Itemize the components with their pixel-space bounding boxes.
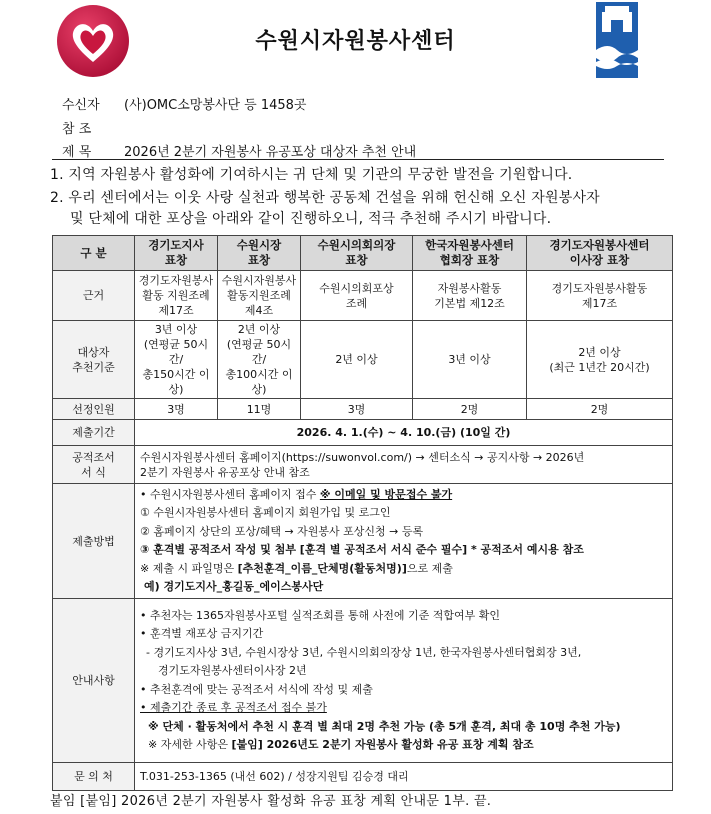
header-category: 구 분 bbox=[53, 236, 135, 271]
form-label: 공적조서 서 식 bbox=[53, 446, 135, 484]
basis-label: 근거 bbox=[53, 271, 135, 321]
method-line-5: ※ 제출 시 파일명은 [추천훈격_이름_단체명(활동처명)]으로 제출 bbox=[140, 561, 453, 575]
notice-label: 안내사항 bbox=[53, 599, 135, 763]
notice-line-1: • 추천자는 1365자원봉사포털 실적조회를 통해 사전에 기준 적합여부 확인 bbox=[140, 608, 500, 622]
header-divider bbox=[52, 159, 664, 160]
criteria-council: 2년 이상 bbox=[301, 321, 413, 399]
form-line-1: 수원시자원봉사센터 홈페이지(https://suwonvol.com/) → 센터소식 → 공지사항 → 2026년 bbox=[140, 450, 585, 464]
table-row-contact bbox=[53, 763, 673, 791]
method-line-3: ② 홈페이지 상단의 포상/혜택 → 자원봉사 포상신청 → 등록 bbox=[140, 524, 424, 538]
notice-line-5: • 추천훈격에 맞는 공적조서 서식에 작성 및 제출 bbox=[140, 682, 373, 696]
method-value bbox=[135, 484, 673, 599]
suwon-city-emblem bbox=[596, 2, 638, 78]
criteria-label: 대상자 추천기준 bbox=[53, 321, 135, 399]
notice-line-6: • 제출기간 종료 후 공적조서 접수 불가 bbox=[140, 701, 327, 714]
notice-line-4: 경기도자원봉사센터이사장 2년 bbox=[158, 664, 307, 677]
contact-label: 문 의 처 bbox=[53, 763, 135, 791]
table-row-count bbox=[53, 399, 673, 420]
table-row-criteria bbox=[53, 321, 673, 399]
criteria-korea-association: 3년 이상 bbox=[413, 321, 527, 399]
basis-gyeonggi-center: 경기도자원봉사활동 제17조 bbox=[527, 271, 673, 321]
method-line-1: • 수원시자원봉사센터 홈페이지 접수 ※ 이메일 및 방문접수 불가 bbox=[140, 487, 453, 501]
table-row-basis bbox=[53, 271, 673, 321]
paragraph-2-line-1: 2. 우리 센터에서는 이웃 사랑 실천과 행복한 공동체 건설을 위해 헌신해 오신 자원봉사자 bbox=[50, 190, 600, 206]
method-line-2: ① 수원시자원봉사센터 홈페이지 회원가입 및 로그인 bbox=[140, 506, 391, 519]
period-label: 제출기간 bbox=[53, 420, 135, 446]
recipient-line bbox=[62, 94, 306, 113]
count-label: 선정인원 bbox=[53, 399, 135, 420]
criteria-governor: 3년 이상 (연평균 50시간/ 총150시간 이상) bbox=[135, 321, 218, 399]
paragraph-1: 1. 지역 자원봉사 활성화에 기여하시는 귀 단체 및 기관의 무궁한 발전을 기원합니다. bbox=[50, 167, 573, 183]
recipient-value: (사)OMC소망봉사단 등 1458곳 bbox=[124, 98, 307, 113]
paragraph-2-line-2: 및 단체에 대한 포상을 아래와 같이 진행하오니, 적극 추천해 주시기 바랍니다. bbox=[70, 211, 552, 227]
award-table bbox=[52, 235, 673, 791]
notice-value bbox=[135, 599, 673, 763]
subject-value: 2026년 2분기 자원봉사 유공포상 대상자 추천 안내 bbox=[124, 145, 417, 160]
subject-line bbox=[62, 141, 416, 160]
table-header-row bbox=[53, 236, 673, 271]
form-value bbox=[135, 446, 673, 484]
table-row-period bbox=[53, 420, 673, 446]
notice-line-7: ※ 단체 · 활동처에서 추천 시 훈격 별 최대 2명 추천 가능 (총 5개 훈격, 최대 총 10명 추천 가능) bbox=[148, 719, 621, 733]
subject-label: 제 목 bbox=[62, 145, 92, 160]
notice-line-3: - 경기도지사상 3년, 수원시장상 3년, 수원시의회의장상 1년, 한국자원봉사센터협회장 3년, bbox=[146, 645, 582, 659]
header-governor: 경기도지사 표창 bbox=[135, 236, 218, 271]
basis-korea-association: 자원봉사활동 기본법 제12조 bbox=[413, 271, 527, 321]
header-mayor: 수원시장 표창 bbox=[218, 236, 301, 271]
notice-line-8: ※ 자세한 사항은 [붙임] 2026년도 2분기 자원봉사 활성화 유공 표창 계획 참조 bbox=[148, 738, 534, 751]
header-korea-association: 한국자원봉사센터 협회장 표창 bbox=[413, 236, 527, 271]
basis-council: 수원시의회포상 조례 bbox=[301, 271, 413, 321]
reference-label: 참 조 bbox=[62, 122, 92, 137]
table-row-notice bbox=[53, 599, 673, 763]
basis-mayor: 수원시자원봉사 활동지원조례 제4조 bbox=[218, 271, 301, 321]
header-gyeonggi-center: 경기도자원봉사센터 이사장 표창 bbox=[527, 236, 673, 271]
count-governor: 3명 bbox=[135, 399, 218, 420]
reference-line bbox=[62, 118, 124, 137]
criteria-mayor: 2년 이상 (연평균 50시간/ 총100시간 이상) bbox=[218, 321, 301, 399]
criteria-gyeonggi-center: 2년 이상 (최근 1년간 20시간) bbox=[527, 321, 673, 399]
table-row-form bbox=[53, 446, 673, 484]
table-row-method bbox=[53, 484, 673, 599]
basis-governor: 경기도자원봉사 활동 지원조례 제17조 bbox=[135, 271, 218, 321]
attachment-line: 붙임 [붙임] 2026년 2분기 자원봉사 활성화 유공 표창 계획 안내문 1부. 끝. bbox=[50, 794, 492, 809]
method-label: 제출방법 bbox=[53, 484, 135, 599]
notice-line-2: • 훈격별 재포상 금지기간 bbox=[140, 627, 264, 640]
recipient-label: 수신자 bbox=[62, 98, 100, 113]
header-council-chair: 수원시의회의장 표창 bbox=[301, 236, 413, 271]
count-gyeonggi-center: 2명 bbox=[527, 399, 673, 420]
count-korea-association: 2명 bbox=[413, 399, 527, 420]
count-mayor: 11명 bbox=[218, 399, 301, 420]
period-value: 2026. 4. 1.(수) ~ 4. 10.(금) (10일 간) bbox=[135, 420, 673, 446]
count-council: 3명 bbox=[301, 399, 413, 420]
contact-value: T.031-253-1365 (내선 602) / 성장지원팀 김승경 대리 bbox=[135, 763, 673, 791]
method-line-4: ③ 훈격별 공적조서 작성 및 첨부 [훈격 별 공적조서 서식 준수 필수] * 공적조서 예시용 참조 bbox=[140, 543, 584, 556]
method-line-6: 예) 경기도지사_홍길동_에이스봉사단 bbox=[144, 580, 324, 593]
org-title: 수원시자원봉사센터 bbox=[255, 29, 456, 54]
form-line-2: 2분기 자원봉사 유공포상 안내 참조 bbox=[140, 465, 310, 479]
